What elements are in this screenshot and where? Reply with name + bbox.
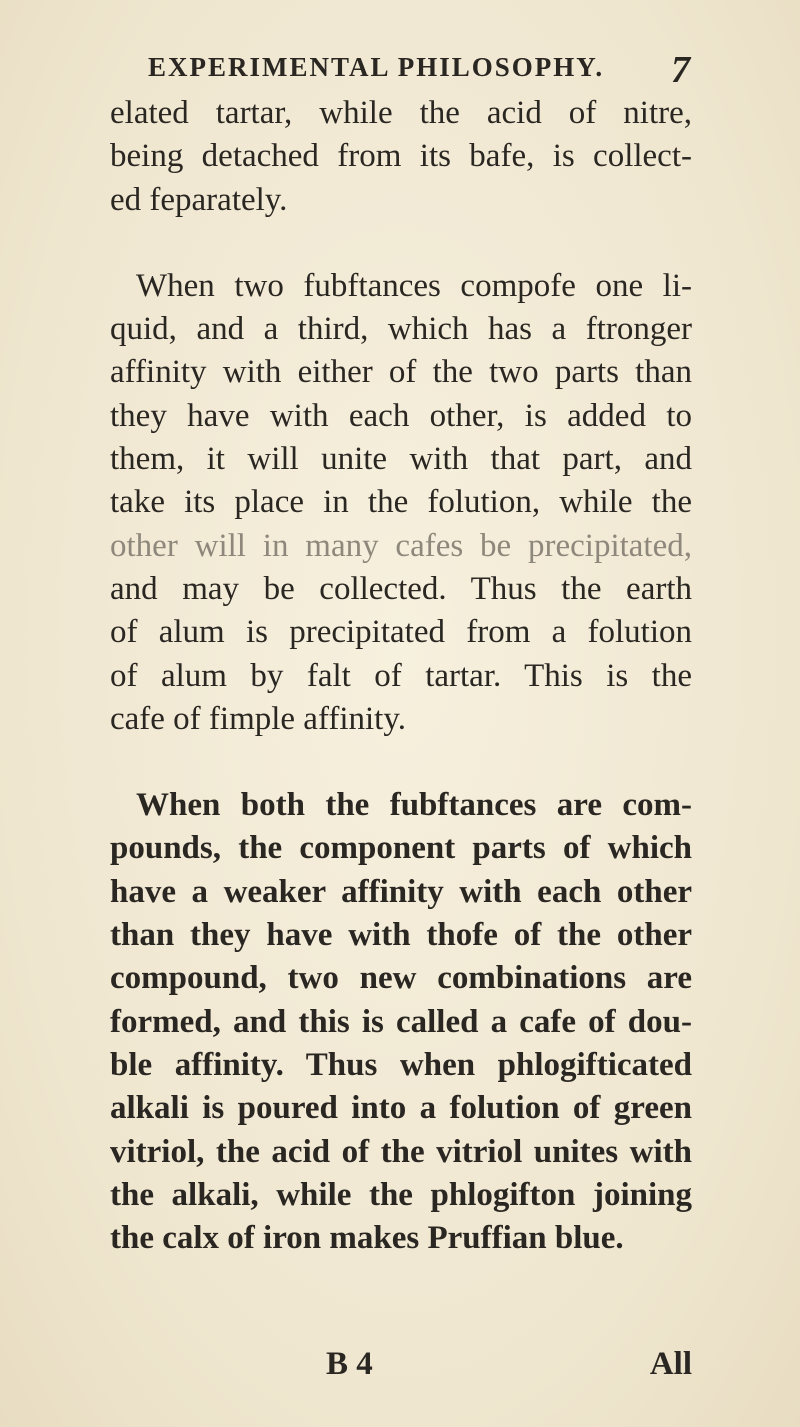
text-line: pounds, the component parts of which xyxy=(110,830,692,867)
text-line: than they have with thofe of the other xyxy=(110,917,692,954)
text-line: When both the fubftances are com- xyxy=(136,787,692,824)
text-line: being detached from its bafe, is collect- xyxy=(110,138,692,175)
page-number: 7 xyxy=(671,49,690,91)
paragraph xyxy=(110,265,692,741)
text-line: compound, two new combinations are xyxy=(110,960,692,997)
signature-mark: B 4 xyxy=(326,1346,373,1382)
text-line: ble affinity. Thus when phlogifticated xyxy=(110,1046,692,1083)
paragraph xyxy=(110,92,692,222)
text-line: the calx of iron makes Pruffian blue. xyxy=(110,1220,624,1257)
text-line: cafe of fimple affinity. xyxy=(110,700,406,737)
text-line: formed, and this is called a cafe of dou- xyxy=(110,1003,692,1040)
text-line: affinity with either of the two parts than xyxy=(110,354,692,391)
text-line: take its place in the folution, while the xyxy=(110,484,692,521)
text-line: they have with each other, is added to xyxy=(110,397,692,434)
page-header xyxy=(130,49,690,92)
paragraph xyxy=(110,784,692,1260)
text-line: of alum is precipitated from a folution xyxy=(110,614,692,651)
text-line: vitriol, the acid of the vitriol unites with xyxy=(110,1133,692,1170)
text-line: of alum by falt of tartar. This is the xyxy=(110,657,692,694)
running-head: EXPERIMENTAL PHILOSOPHY. xyxy=(148,52,605,82)
text-line: other will in many cafes be precipitated, xyxy=(110,527,692,564)
text-line: have a weaker affinity with each other xyxy=(110,873,692,910)
catchword: All xyxy=(649,1346,692,1382)
text-line: quid, and a third, which has a ftronger xyxy=(110,311,692,348)
text-line: them, it will unite with that part, and xyxy=(110,441,692,478)
text-line: elated tartar, while the acid of nitre, xyxy=(110,95,692,131)
text-line: alkali is poured into a folution of green xyxy=(110,1090,692,1127)
text-line: ed feparately. xyxy=(110,181,288,218)
page-footer xyxy=(110,1346,692,1390)
page-body xyxy=(110,92,692,1260)
text-line: When two fubftances compofe one li- xyxy=(136,267,692,304)
text-line: and may be collected. Thus the earth xyxy=(110,570,692,607)
text-line: the alkali, while the phlogifton joining xyxy=(110,1176,692,1213)
